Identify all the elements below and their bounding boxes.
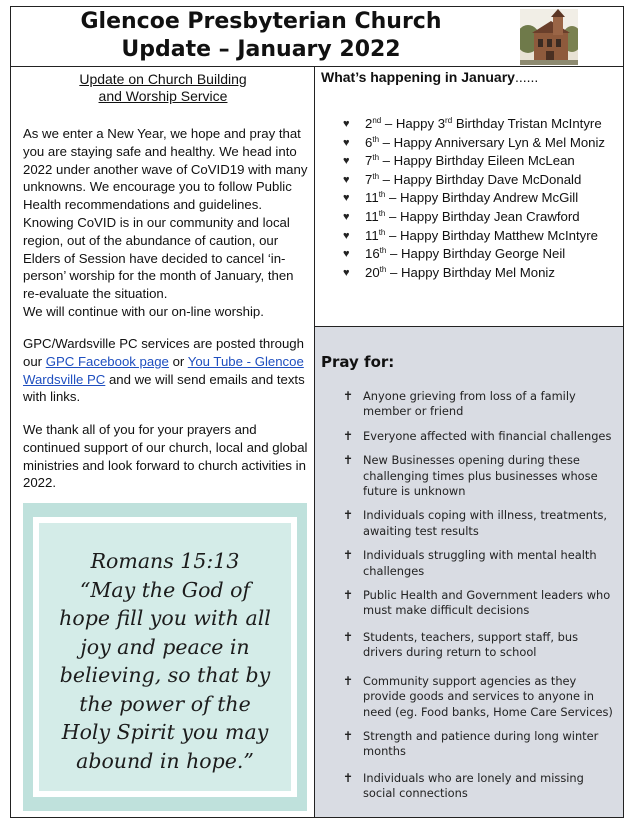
prayer-item: ✝ Public Health and Government leaders who must make difficult decisions bbox=[343, 588, 611, 618]
heart-icon: ♥ bbox=[343, 118, 350, 130]
cross-icon: ✝ bbox=[343, 770, 354, 785]
heart-icon: ♥ bbox=[343, 210, 350, 223]
thanks-paragraph: We thank all of you for your prayers and continued support of our church, local and global ministries and look forward to church activities in 2022. bbox=[23, 422, 308, 491]
verse-line: abound in hope.” bbox=[76, 748, 254, 773]
facebook-link[interactable]: GPC Facebook page bbox=[45, 353, 169, 369]
church-name: Glencoe Presbyterian Church bbox=[80, 9, 442, 34]
verse-line: joy and peace in bbox=[80, 634, 250, 659]
newsletter-page bbox=[10, 6, 624, 818]
cross-icon: ✝ bbox=[343, 428, 354, 443]
heart-icon: ♥ bbox=[343, 173, 350, 186]
event-item: ♥ 7th – Happy Birthday Dave McDonald bbox=[343, 171, 582, 187]
services-paragraph: GPC/Wardsville PC services are posted through our GPC Facebook page or You Tube - Glencoe Wardsville PC and we will send emails and texts with links. bbox=[23, 336, 305, 405]
update-heading-line2: and Worship Service bbox=[98, 88, 228, 104]
event-item: ♥ 11th – Happy Birthday Jean Crawford bbox=[343, 208, 580, 224]
pray-title: Pray for: bbox=[321, 353, 395, 371]
church-building-image bbox=[520, 9, 578, 65]
prayer-item: ✝ Individuals struggling with mental health challenges bbox=[343, 548, 597, 578]
newsletter-header bbox=[11, 7, 623, 67]
verse-frame bbox=[33, 517, 297, 797]
verse-line: hope fill you with all bbox=[59, 606, 271, 630]
heart-icon: ♥ bbox=[343, 155, 350, 168]
update-paragraph-1: As we enter a New Year, we hope and pray that you are staying safe and healthy. We head into 2022 under another wave of CoVID19 with many unknowns. We encourage you to follow Public Health recommendations and guidelines. Knowing CoVID is in our community and local region, out of the abundance of caution, our Elders of Session have decided to cancel ‘in-person’ worship for the month of January, then re-evaluate the situation. We will continue with our on-line worship. bbox=[23, 126, 308, 319]
update-column bbox=[11, 67, 315, 817]
cross-icon: ✝ bbox=[343, 728, 354, 743]
heart-icon: ♥ bbox=[343, 192, 350, 205]
prayer-item: ✝ New Businesses opening during these challenging times plus businesses whose future is unknown bbox=[343, 453, 598, 499]
heart-icon: ♥ bbox=[343, 229, 350, 242]
event-item: ♥ 2nd – Happy 3rd Birthday Tristan McIntyre bbox=[343, 116, 602, 131]
verse-line: believing, so that by bbox=[59, 663, 271, 687]
prayer-item: ✝ Individuals who are lonely and missing social connections bbox=[343, 770, 584, 801]
events-list bbox=[343, 115, 619, 282]
prayer-item: ✝ Everyone affected with financial challenges bbox=[343, 428, 612, 443]
event-item: ♥ 6th – Happy Anniversary Lyn & Mel Moniz bbox=[343, 134, 606, 150]
prayer-item: ✝ Strength and patience during long winter months bbox=[343, 728, 599, 759]
cross-icon: ✝ bbox=[343, 548, 354, 563]
heart-icon: ♥ bbox=[343, 266, 350, 279]
heart-icon: ♥ bbox=[343, 136, 350, 149]
event-item: ♥ 20th – Happy Birthday Mel Moniz bbox=[343, 264, 555, 280]
event-item: ♥ 11th – Happy Birthday Matthew McIntyre bbox=[343, 227, 598, 243]
verse-line: “May the God of bbox=[79, 577, 251, 602]
event-item: ♥ 11th – Happy Birthday Andrew McGill bbox=[343, 190, 579, 206]
verse-line: Holy Spirit you may bbox=[61, 720, 269, 744]
update-title: Update – January 2022 bbox=[121, 37, 401, 62]
update-heading bbox=[11, 71, 315, 105]
happening-title: What’s happening in January...... bbox=[321, 69, 539, 85]
cross-icon: ✝ bbox=[343, 588, 354, 603]
verse-reference: Romans 15:13 bbox=[90, 549, 240, 573]
happening-section bbox=[315, 67, 623, 327]
cross-icon: ✝ bbox=[343, 453, 354, 468]
prayer-list bbox=[343, 389, 619, 802]
youtube-link[interactable]: You Tube - Glencoe Wardsville PC bbox=[23, 353, 304, 387]
cross-icon: ✝ bbox=[343, 389, 354, 403]
cross-icon: ✝ bbox=[343, 673, 354, 688]
pray-section bbox=[315, 327, 623, 817]
verse-line: the power of the bbox=[79, 691, 251, 716]
update-heading-line1: Update on Church Building bbox=[79, 71, 247, 87]
event-item: ♥ 7th – Happy Birthday Eileen McLean bbox=[343, 153, 575, 169]
verse-text bbox=[39, 547, 291, 775]
prayer-item: ✝ Community support agencies as they provide goods and services to anyone in need (eg. Food banks, Home Care Services) bbox=[343, 673, 613, 719]
prayer-item: ✝ Students, teachers, support staff, bus drivers during return to school bbox=[343, 629, 579, 660]
heart-icon: ♥ bbox=[343, 248, 350, 261]
cross-icon: ✝ bbox=[343, 629, 354, 644]
verse-card bbox=[23, 503, 307, 811]
cross-icon: ✝ bbox=[343, 508, 354, 523]
prayer-item: ✝ Anyone grieving from loss of a family member or friend bbox=[343, 389, 576, 419]
event-item: ♥ 16th – Happy Birthday George Neil bbox=[343, 246, 566, 262]
prayer-item: ✝ Individuals coping with illness, treatments, awaiting test results bbox=[343, 508, 608, 538]
